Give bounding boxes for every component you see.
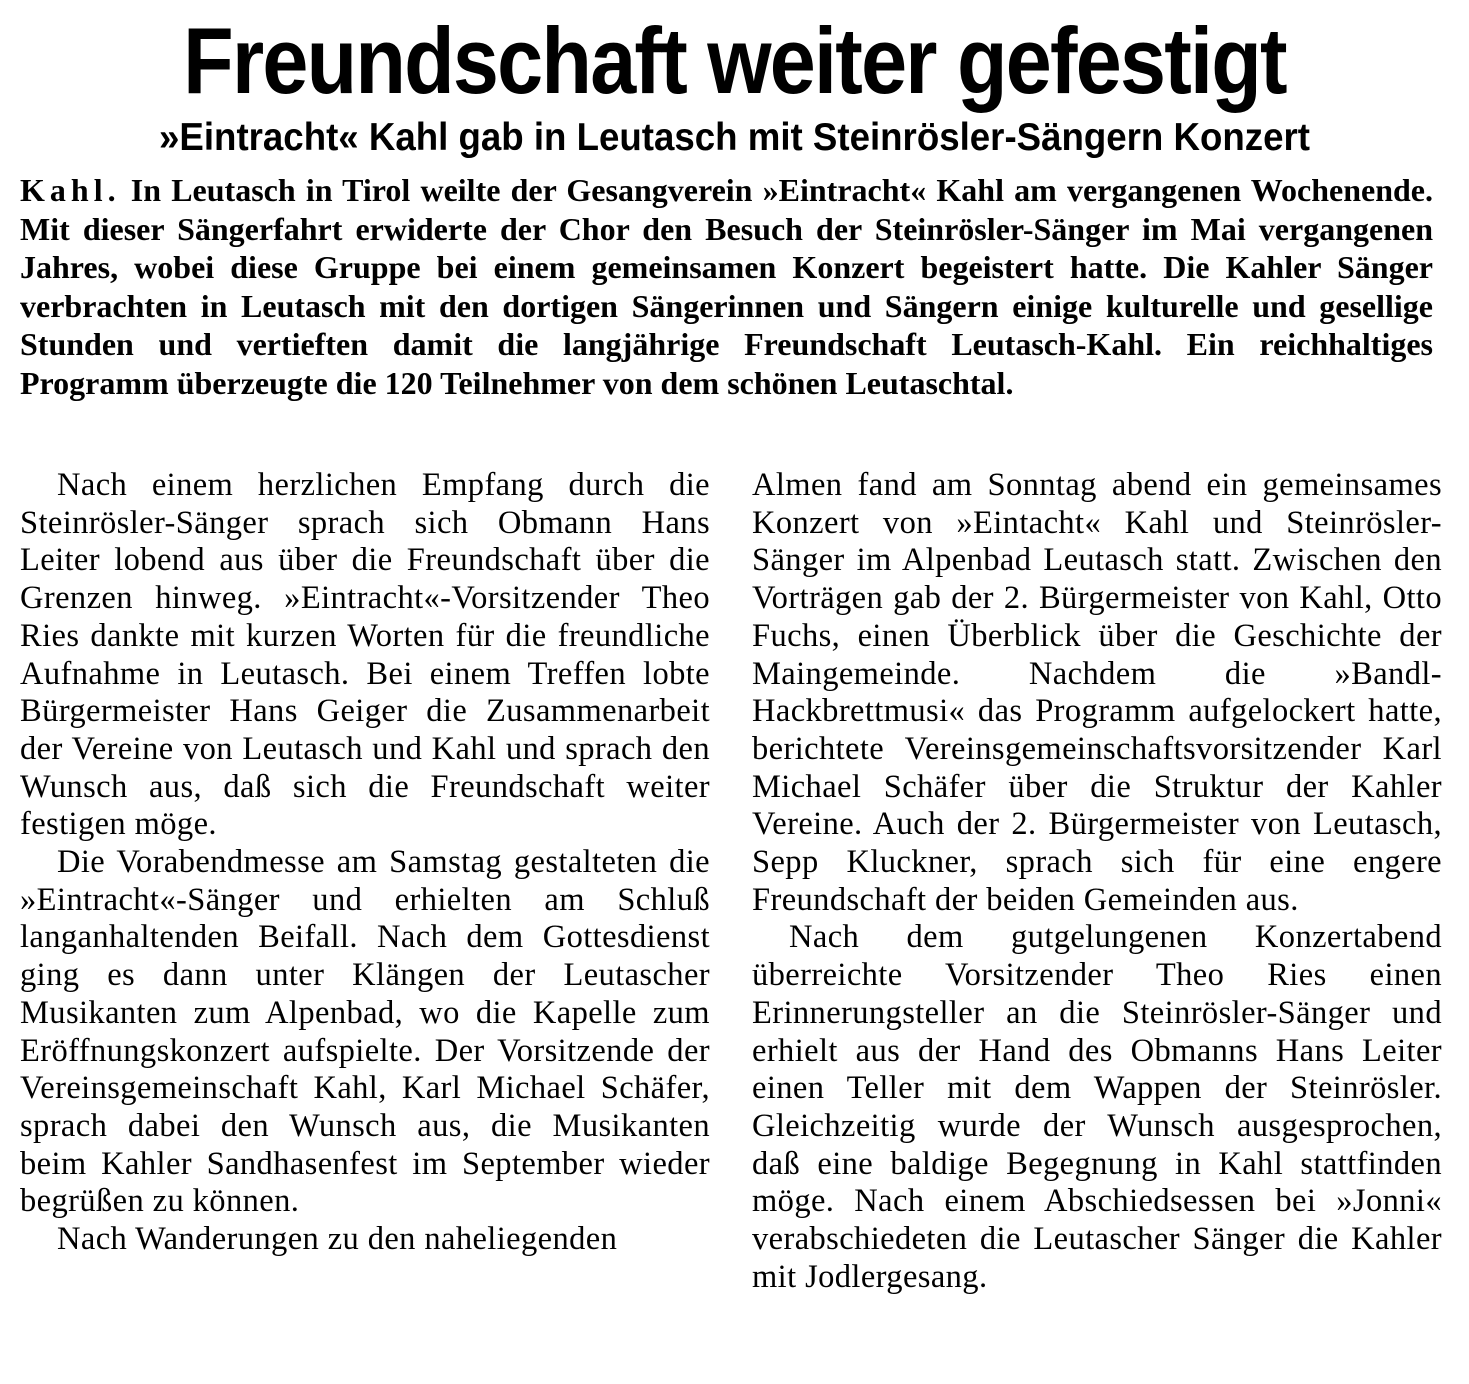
dateline: Kahl. bbox=[20, 172, 121, 208]
body-paragraph-continued: Almen fand am Sonntag abend ein gemeinsames Konzert von »Eintacht« Kahl und Steinrösler-Sänger im Alpenbad Leutasch statt. Zwischen den Vorträgen gab der 2. Bürgermeister von Kahl, Otto Fuchs, einen Überblick über die Geschichte der Maingemeinde. Nachdem die »Bandl-Hackbrettmusi« das Programm aufgelockert hatte, berichtete Vereinsgemeinschaftsvorsitzender Karl Michael Schäfer über die Struktur der Kahler Vereine. Auch der 2. Bürgermeister von Leutasch, Sepp Kluckner, sprach sich für eine engere Freundschaft der beiden Gemeinden aus. bbox=[752, 467, 1442, 918]
body-paragraph: Nach einem herzlichen Empfang durch die Steinrösler-Sänger sprach sich Obmann Hans Leiter lobend aus über die Freundschaft über die Grenzen hinweg. »Eintracht«-Vorsitzender Theo Ries dankte mit kurzen Worten für die freundliche Aufnahme in Leutasch. Bei einem Treffen lobte Bürgermeister Hans Geiger die Zusammenarbeit der Vereine von Leutasch und Kahl und sprach den Wunsch aus, daß sich die Freundschaft weiter festigen möge. bbox=[20, 467, 710, 843]
body-column-right bbox=[752, 467, 1442, 1296]
lead-paragraph bbox=[20, 171, 1433, 402]
headline: Freundschaft weiter gefestigt bbox=[183, 8, 1286, 113]
body-paragraph: Nach dem gutgelungenen Konzertabend überreichte Vorsitzender Theo Ries einen Erinnerungsteller an die Steinrösler-Sänger und erhielt aus der Hand des Obmanns Hans Leiter einen Teller mit dem Wappen der Steinrösler. Gleichzeitig wurde der Wunsch ausgesprochen, daß eine baldige Begegnung in Kahl stattfinden möge. Nach einem Abschiedsessen bei »Jonni« verabschiedeten die Leutascher Sänger die Kahler mit Jodlergesang. bbox=[752, 919, 1442, 1295]
body-paragraph: Nach Wanderungen zu den naheliegenden bbox=[57, 1221, 618, 1258]
subheadline: »Eintracht« Kahl gab in Leutasch mit Steinrösler-Sängern Konzert bbox=[159, 116, 1310, 159]
body-paragraph: Die Vorabendmesse am Samstag gestalteten die »Eintracht«-Sänger und erhielten am Schluß langanhaltenden Beifall. Nach dem Gottesdienst ging es dann unter Klängen der Leutascher Musikanten zum Alpenbad, wo die Kapelle zum Eröffnungskonzert aufspielte. Der Vorsitzende der Vereinsgemeinschaft Kahl, Karl Michael Schäfer, sprach dabei den Wunsch aus, die Musikanten beim Kahler Sandhasenfest im September wieder begrüßen zu können. bbox=[20, 844, 710, 1220]
lead-text: In Leutasch in Tirol weilte der Gesangverein »Eintracht« Kahl am vergangenen Wochenende. Mit dieser Sängerfahrt erwiderte der Chor den Besuch der Steinrösler-Sänger im Mai vergangenen Jahres, wobei diese Gruppe bei einem gemeinsamen Konzert begeistert hatte. Die Kahler Sänger verbrachten in Leutasch mit den dortigen Sängerinnen und Sängern einige kulturelle und gesellige Stunden und vertieften damit die langjährige Freundschaft Leutasch-Kahl. Ein reichhaltiges Programm überzeugte die 120 Teilnehmer von dem schönen Leutaschtal. bbox=[20, 172, 1434, 401]
body-column-left bbox=[20, 467, 710, 1259]
